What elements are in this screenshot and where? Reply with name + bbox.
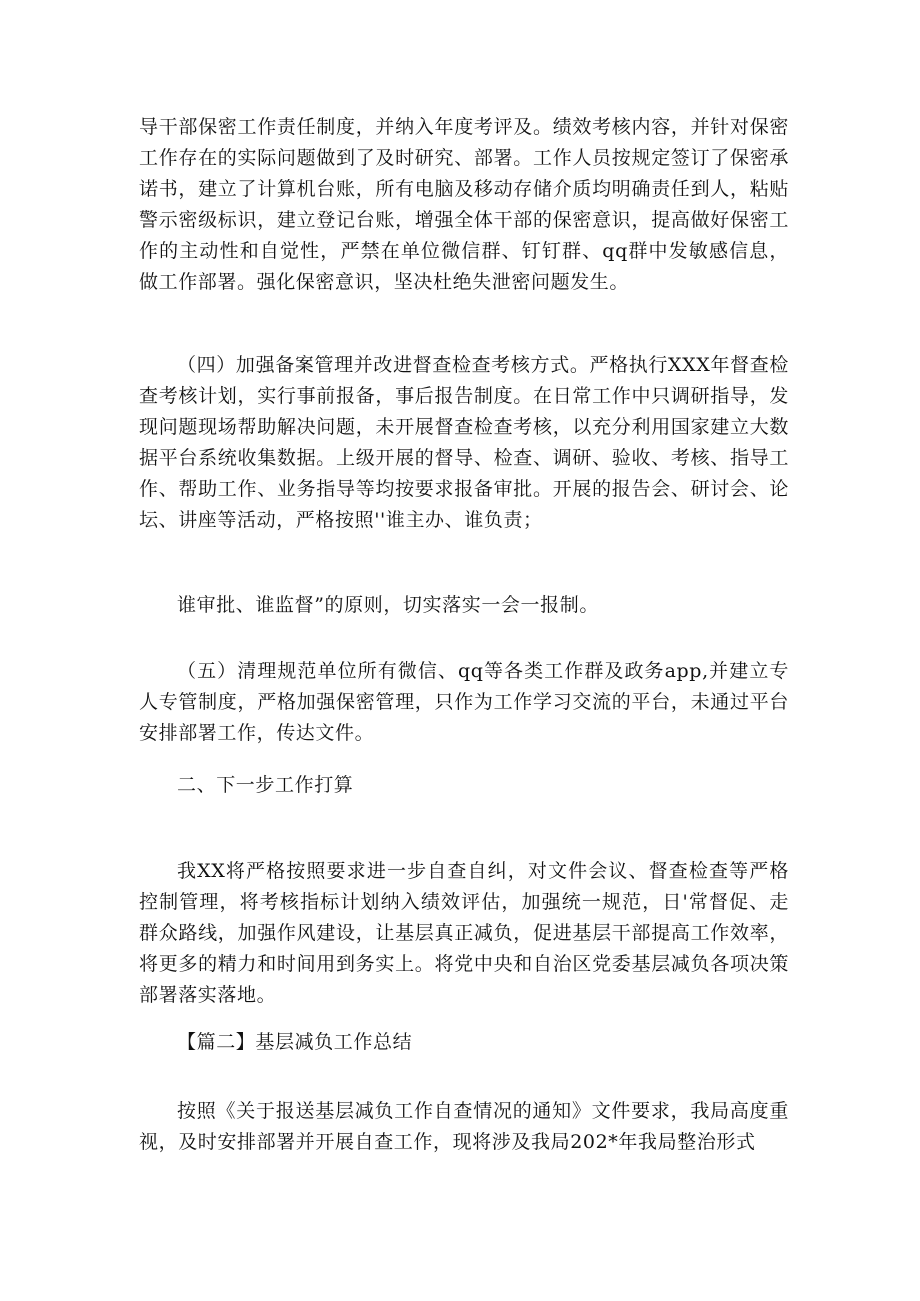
heading-part-two: 【篇二】基层减负工作总结 [177,1031,413,1053]
paragraph-next-steps: 我XX将严格按照要求进一步自查自纠，对文件会议、督查检查等严格控制管理，将考核指标计划纳入绩效评估，加强统一规范，日'常督促、走群众路线，加强作风建设，让基层真正减负，促进基层干部提高工作效率，将更多的精力和时间用到务实上。将党中央和自治区党委基层减负各项决策部署落实落地。 [139,860,789,1006]
paragraph-section-four-continued: 谁审批、谁监督”的原则，切实落实一会一报制。 [177,594,599,616]
paragraph-section-five: （五）清理规范单位所有微信、qq等各类工作群及政务app,并建立专人专管制度，严格加强保密管理，只作为工作学习交流的平台，未通过平台安排部署工作，传达文件。 [139,660,789,744]
paragraph-part-two-intro: 按照《关于报送基层减负工作自查情况的通知》文件要求，我局高度重视，及时安排部署并开展自查工作，现将涉及我局202*年我局整治形式 [139,1100,789,1153]
paragraph-confidentiality: 导干部保密工作责任制度，并纳入年度考评及。绩效考核内容，并针对保密工作存在的实际问题做到了及时研究、部署。工作人员按规定签订了保密承诺书，建立了计算机台账，所有电脑及移动存储介质均明确责任到人，粘贴警示密级标识，建立登记台账，增强全体干部的保密意识，提高做好保密工作的主动性和自觉性，严禁在单位微信群、钉钉群、qq群中发敏感信息，做工作部署。强化保密意识，坚决杜绝失泄密问题发生。 [139,116,789,293]
heading-next-steps: 二、下一步工作打算 [177,774,354,796]
paragraph-section-four: （四）加强备案管理并改进督查检查考核方式。严格执行XXX年督查检查考核计划，实行事前报备，事后报告制度。在日常工作中只调研指导，发现问题现场帮助解决问题，未开展督查检查考核，以充分利用国家建立大数据平台系统收集数据。上级开展的督导、检查、调研、验收、考核、指导工作、帮助工作、业务指导等均按要求报备审批。开展的报告会、研讨会、论坛、讲座等活动，严格按照''谁主办、谁负责； [139,354,789,531]
